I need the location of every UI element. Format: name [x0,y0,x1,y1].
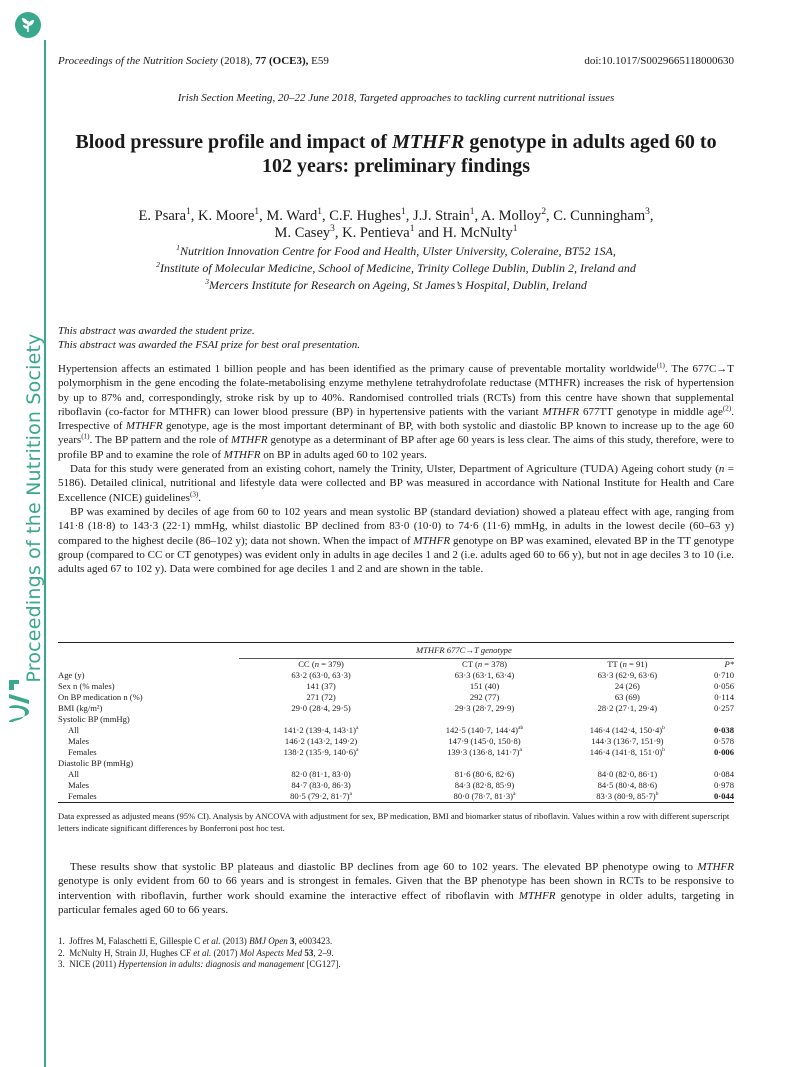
author: H. McNulty [442,225,513,241]
row-label: BMI (kg/m²) [58,703,103,713]
cell-p-value: 0·038 [713,725,734,735]
author-affiliation-mark: 3 [330,224,335,235]
ns-monogram-icon [6,678,34,722]
reference-item: 2. McNulty H, Strain JJ, Hughes CF et al. (2017) Mol Aspects Med 53, 2–9. [58,947,334,958]
prize-notes [58,324,734,352]
author: E. Psara [138,208,187,224]
cell-cc: 29·0 (28·4, 29·5) [291,703,351,713]
column-header: P* [688,659,734,671]
cell-ct: 147·9 (145·0, 150·8) [448,736,521,746]
cell-ct: 29·3 (28·7, 29·9) [454,703,515,713]
table-row [58,725,734,736]
table-section-row [58,758,734,769]
row-label: Males [68,780,90,790]
reference-list [58,936,734,971]
cell-p-value [688,714,734,725]
affiliation: $^1$Nutrition Innovation Centre for Food and Health, Ulster University, Coleraine, BT52 1SA, [176,243,616,258]
paragraph-results: BP was examined by deciles of age from 60 to 102 years and mean systolic BP (standard deviation) showed a plateau effect with age, ranging from 141·8 (18·8) to 143·3 (22·1) mmHg, whilst diastolic BP declined from 83·0 (10·0) to 74·6 (11·6) mmHg, in adults in the lowest decile (60–63 y) compared to the highest decile (86–102 y); data not shown. When the impact of MTHFR genotype on BP was examined, elevated BP in the TT genotype group (compared to CC or CT genotypes) was evident only in adults in age deciles 1 and 2 (i.e. adults aged 60 to 66 y), but not in age deciles 3 to 10 (i.e. adults aged 67 to 102 y). Data were combined for age deciles 1 and 2 and are shown in the table. [58,505,735,576]
table-row [58,670,734,681]
cell-cc: 84·7 (83·0, 86·3) [291,780,351,790]
cell-p-value: 0·006 [713,747,734,757]
cell-ct: 81·6 (80·6, 82·6) [454,769,515,779]
cell-tt: 146·4 (141·8, 151·0)$^b$ [589,747,665,757]
cell-p-value: 0·978 [713,780,734,790]
cell-cc: 146·2 (143·2, 149·2) [284,736,358,746]
row-label: Females [68,747,97,757]
author: C. Cunningham [553,208,646,224]
cell-cc: 141 (37) [306,681,336,691]
cell-p-value: 0·056 [713,681,734,691]
paragraph-conclusion: These results show that systolic BP plateaus and diastolic BP declines from age 60 to 102 years. The elevated BP phenotype owing to MTHFR genotype is only evident from 60 to 66 years and is strongest in females. Given that the BP phenotype has been shown in RCTs to be responsive to intervention with riboflavin, further work should examine the interactive effect of riboflavin with MTHFR genotype in older adults, targeting in particular females aged 60 to 66 years. [58,861,734,916]
cell-cc: 271 (72) [306,692,336,702]
table-row [58,681,734,692]
table-row [58,703,734,714]
cell-tt [566,714,688,725]
running-header [58,55,734,67]
author: J.J. Strain [412,208,470,224]
author-affiliation-mark: 1 [469,207,475,218]
cell-cc: 82·0 (81·1, 83·0) [291,769,351,779]
table-section-row [58,714,734,725]
author-list: E. Psara$^1$, K. Moore$^1$, M. Ward$^1$, C.F. Hughes$^1$, J.J. Strain$^1$, A. Molloy$^2$, C. Cunningham$^3$, M. Casey$^3$, K. Pentieva$^1$ and H. McNulty$^1$ [138,207,654,241]
row-label: Diastolic BP (mmHg) [58,758,134,768]
paragraph-intro: Hypertension affects an estimated 1 billion people and has been identified as the primary cause of preventable mortality worldwide$^{(1)}$. The 677C→T polymorphism in the gene encoding the folate-metabolising enzyme methylene tetrahydrofolate reductase (MTHFR) increases the risk of hypertension by up to 87% and, correspondingly, stroke risk by up to 40%. Randomised controlled trials (RCTs) from this centre have shown that supplemental riboflavin (co-factor for MTHFR) can lower blood pressure (BP) in hypertensive patients with the variant MTHFR 677TT genotype in middle age$^{(2)}$. Irrespective of MTHFR genotype, age is the most important determinant of BP, with both systolic and diastolic BP known to increase up to the age 60 years$^{(1)}$. The BP pattern and the role of MTHFR genotype as a determinant of BP after age 60 years is less clear. The aims of this study, therefore, were to profile BP and to examine the role of MTHFR on BP in adults aged 60 to 102 years. [58,361,734,461]
meeting-line: Irish Section Meeting, 20–22 June 2018, Targeted approaches to tackling current nutritional issues [177,92,615,104]
results-table [58,642,734,803]
column-header: TT (n = 91) [566,659,688,671]
row-label: Sex n (% males) [58,681,115,691]
article-title: Blood pressure profile and impact of MTHFR genotype in adults aged 60 to 102 years: preliminary findings [75,131,717,177]
author-affiliation-mark: 2 [541,207,547,218]
author: C.F. Hughes [329,208,401,224]
row-label: Males [68,736,90,746]
citation: Proceedings of the Nutrition Society (2018), 77 (OCE3), E59 [58,55,329,67]
cell-tt: 144·3 (136·7, 151·9) [591,736,664,746]
table-row [58,791,734,803]
prize-note: This abstract was awarded the FSAI prize for best oral presentation. [58,339,360,351]
cell-ct: 80·0 (78·7, 81·3)$^a$ [453,791,516,801]
cell-tt [566,758,688,769]
table-row [58,780,734,791]
leaf-logo-icon [15,12,41,38]
cell-p-value: 0·044 [713,791,734,801]
author-affiliation-mark: 1 [512,224,518,235]
cell-tt: 146·4 (142·4, 150·4)$^b$ [589,725,665,735]
author: K. Moore [198,208,255,224]
row-label: On BP medication n (%) [58,692,143,702]
row-label: All [68,725,79,735]
author-affiliation-mark: 1 [186,207,191,218]
prize-note: This abstract was awarded the student prize. [58,325,255,337]
author: M. Casey [274,225,331,241]
cell-tt: 63·3 (62·9, 63·6) [597,670,658,680]
cell-tt: 63 (69) [614,692,640,702]
genotype-header: MTHFR 677C→T genotype [415,645,512,655]
column-header: CC (n = 379) [239,659,402,671]
affiliation: $^3$Mercers Institute for Research on Ageing, St James’s Hospital, Dublin, Ireland [205,277,587,292]
table-row [58,747,734,758]
row-label: Systolic BP (mmHg) [58,714,130,724]
cell-ct: 142·5 (140·7, 144·4)$^{ab}$ [445,725,524,735]
cell-p-value: 0·257 [713,703,734,713]
row-label: Age (y) [58,670,85,680]
cell-tt: 24 (26) [614,681,640,691]
table-row [58,736,734,747]
cell-cc: 138·2 (135·9, 140·6)$^a$ [283,747,359,757]
cell-ct: 139·3 (136·8, 141·7)$^a$ [447,747,522,757]
cell-ct: 63·3 (63·1, 63·4) [454,670,515,680]
table-row [58,769,734,780]
cell-ct: 292 (77) [469,692,500,702]
table-footnote: Data expressed as adjusted means (95% CI). Analysis by ANCOVA with adjustment for sex, BP medication, BMI and biomarker status of riboflavin. Values within a row with different superscript letters indicate significant differences by Bonferroni post hoc test. [58,811,730,833]
cell-ct [403,714,566,725]
cell-p-value [688,758,734,769]
affiliation-list [58,243,734,294]
reference-item: 3. NICE (2011) Hypertension in adults: diagnosis and management [CG127]. [58,959,341,969]
cell-tt: 28·2 (27·1, 29·4) [597,703,658,713]
cell-ct [403,758,566,769]
journal-name-vertical: Proceedings of the Nutrition Society [23,333,45,683]
cell-cc: 80·5 (79·2, 81·7)$^a$ [290,791,353,801]
author: K. Pentieva [342,225,410,241]
column-header: CT (n = 378) [403,659,566,671]
paragraph-methods: Data for this study were generated from an existing cohort, namely the Trinity, Ulster, Department of Agriculture (TUDA) Ageing cohort study (n = 5186). Detailed clinical, nutritional and lifestyle data were collected and BP was measured in accordance with National Institute for Health and Care Excellence (NICE) guidelines$^{(3)}$. [58,463,734,504]
cell-cc [239,714,402,725]
author-affiliation-mark: 1 [254,207,260,218]
doi[interactable]: doi:10.1017/S0029665118000630 [584,55,734,67]
author-affiliation-mark: 3 [645,207,650,218]
author-affiliation-mark: 1 [317,207,322,218]
cell-p-value: 0·578 [713,736,734,746]
table-row [58,692,734,703]
reference-item: 1. Joffres M, Falaschetti E, Gillespie C et al. (2013) BMJ Open 3, e003423. [58,936,333,946]
cell-p-value: 0·114 [714,692,734,702]
journal-logo [15,12,41,38]
cell-p-value: 0·084 [713,769,734,779]
cell-ct: 151 (40) [469,681,500,691]
abstract-body [58,362,734,576]
author: M. Ward [266,208,318,224]
row-label: All [68,769,79,779]
author-affiliation-mark: 1 [400,207,406,218]
cell-tt: 83·3 (80·9, 85·7)$^b$ [596,791,659,801]
cell-cc: 141·2 (139·4, 143·1)$^a$ [283,725,359,735]
cell-p-value: 0·710 [713,670,734,680]
author: A. Molloy [480,208,542,224]
cell-cc [239,758,402,769]
cell-tt: 84·5 (80·4, 88·6) [597,780,658,790]
affiliation: $^2$Institute of Molecular Medicine, School of Medicine, Trinity College Dublin, Dublin 2, Ireland and [156,260,636,275]
row-label: Females [68,791,97,801]
author-affiliation-mark: 1 [409,224,415,235]
cell-tt: 84·0 (82·0, 86·1) [597,769,658,779]
cell-cc: 63·2 (63·0, 63·3) [291,670,351,680]
cell-ct: 84·3 (82·8, 85·9) [454,780,515,790]
